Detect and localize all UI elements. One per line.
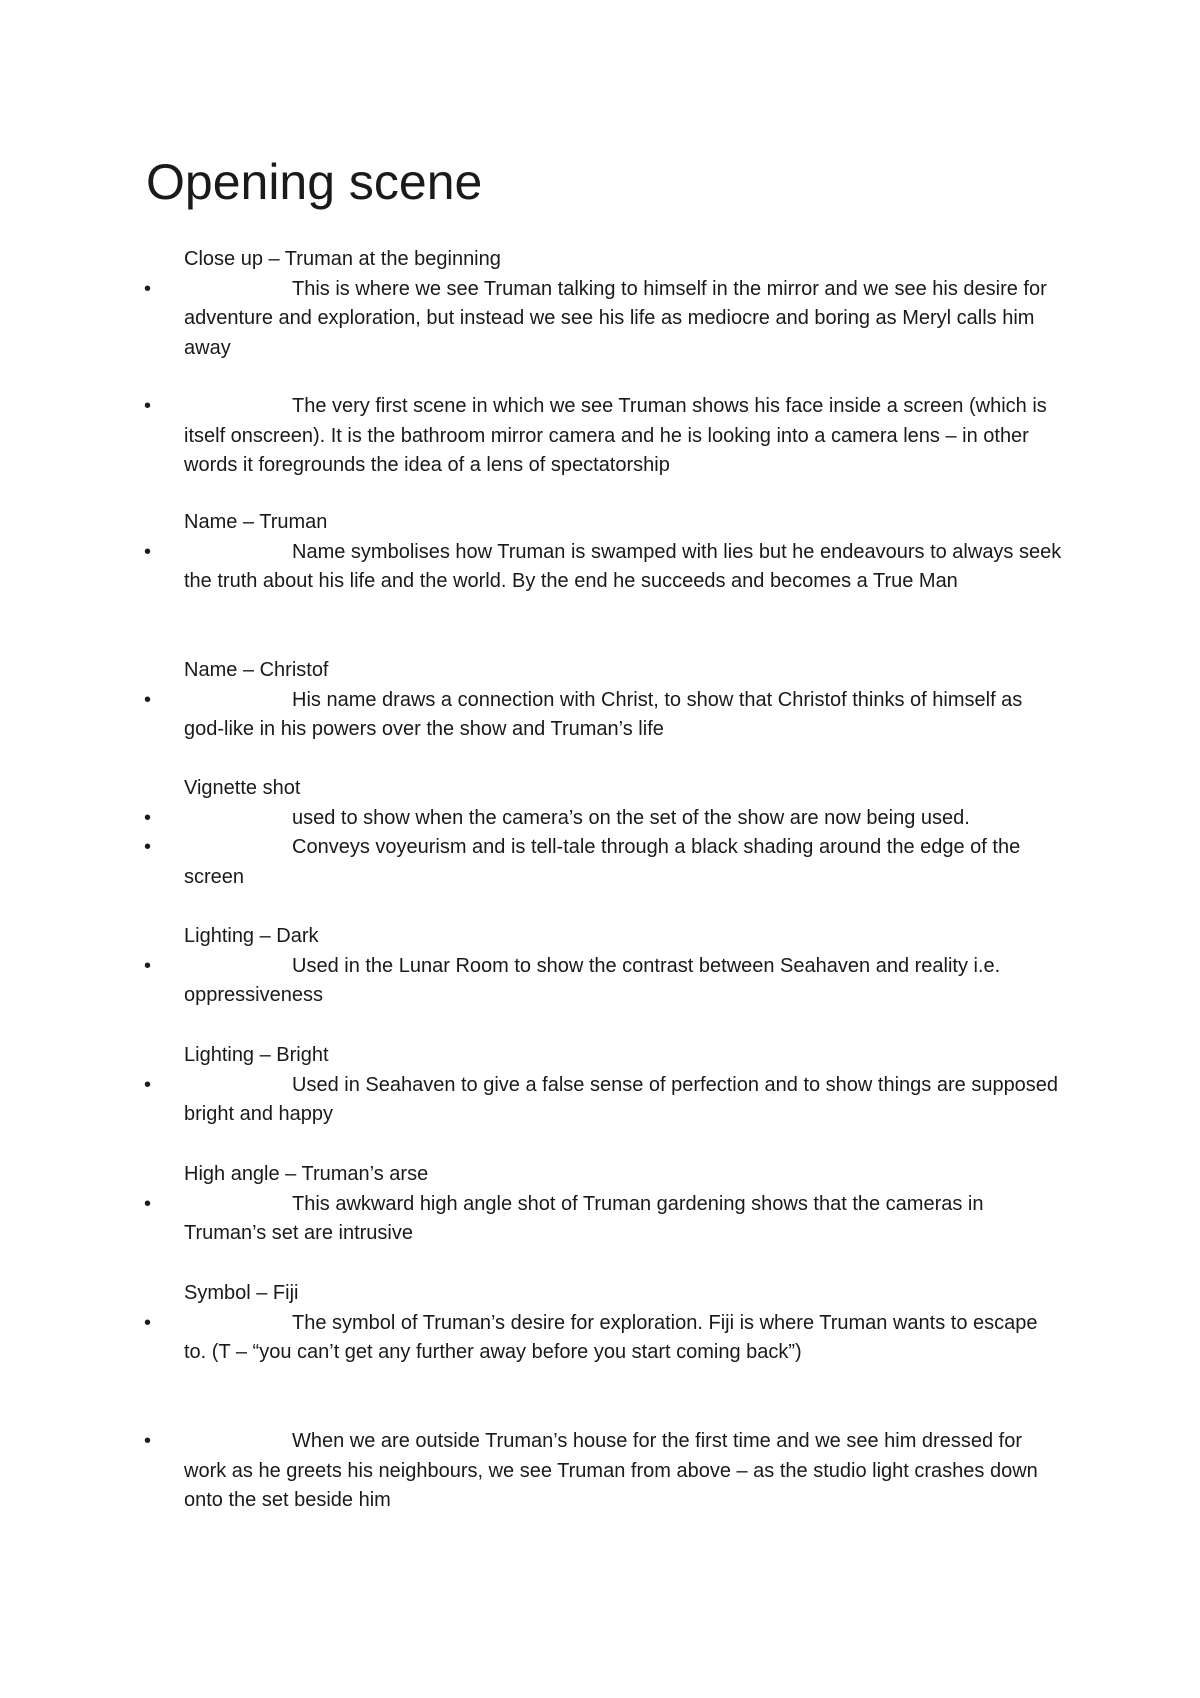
list-item	[144, 1309, 1064, 1368]
section-heading: Name – Christof	[184, 659, 329, 681]
bullet-icon: •	[144, 1192, 152, 1215]
section-heading: Close up – Truman at the beginning	[184, 248, 501, 270]
list-item	[144, 686, 1064, 745]
bullet-icon: •	[144, 277, 152, 300]
section-name-christof	[144, 656, 1064, 745]
section-outside-house	[144, 1427, 1064, 1516]
section-vignette-shot	[144, 774, 1064, 892]
section-heading: Name – Truman	[184, 511, 328, 533]
list-item	[144, 804, 1064, 834]
bullet-icon: •	[144, 540, 152, 563]
bullet-icon: •	[144, 1430, 152, 1452]
section-first-scene	[144, 392, 1064, 481]
list-item-text: Used in the Lunar Room to show the contrast between Seahaven and reality i.e. oppressiveness	[184, 954, 1001, 1006]
bullet-icon: •	[144, 1073, 152, 1096]
bullet-icon: •	[144, 954, 152, 977]
bullet-icon: •	[144, 836, 152, 858]
section-high-angle	[144, 1160, 1064, 1249]
list-item-text: When we are outside Truman’s house for the first time and we see him dressed for work as he greets his neighbours, we see Truman from above – as the studio light crashes down onto the set beside him	[184, 1430, 1038, 1511]
list-item-text: His name draws a connection with Christ, to show that Christof thinks of himself as god-like in his powers over the show and Truman’s life	[184, 688, 1023, 740]
list-item	[144, 538, 1064, 597]
list-item-text: The very first scene in which we see Truman shows his face inside a screen (which is itself onscreen). It is the bathroom mirror camera and he is looking into a camera lens – in other words it foregrounds the idea of a lens of spectatorship	[184, 395, 1047, 476]
list-item-text: This is where we see Truman talking to himself in the mirror and we see his desire for adventure and exploration, but instead we see his life as mediocre and boring as Meryl calls him away	[184, 277, 1047, 359]
list-item	[144, 1427, 1064, 1516]
list-item	[144, 1190, 1064, 1249]
section-heading: Lighting – Bright	[184, 1044, 329, 1066]
list-item-text: used to show when the camera’s on the set of the show are now being used.	[292, 806, 970, 829]
list-item-text: Conveys voyeurism and is tell-tale through a black shading around the edge of the screen	[184, 836, 1021, 888]
list-item-text: Name symbolises how Truman is swamped with lies but he endeavours to always seek the truth about his life and the world. By the end he succeeds and becomes a True Man	[184, 540, 1062, 592]
list-item	[144, 275, 1064, 364]
section-close-up	[144, 245, 1064, 363]
section-heading: Vignette shot	[184, 777, 301, 799]
list-item	[144, 392, 1064, 481]
section-heading: High angle – Truman’s arse	[184, 1163, 429, 1185]
list-item-text: Used in Seahaven to give a false sense of perfection and to show things are supposed bright and happy	[184, 1073, 1059, 1125]
bullet-icon: •	[144, 1311, 152, 1334]
bullet-icon: •	[144, 395, 152, 417]
section-symbol-fiji	[144, 1279, 1064, 1368]
list-item	[144, 833, 1064, 892]
section-lighting-dark	[144, 922, 1064, 1011]
list-item	[144, 1071, 1064, 1130]
list-item	[144, 952, 1064, 1011]
section-name-truman	[144, 508, 1064, 597]
section-heading: Symbol – Fiji	[184, 1282, 299, 1304]
bullet-icon: •	[144, 688, 152, 711]
list-item-text: The symbol of Truman’s desire for exploration. Fiji is where Truman wants to escape to. (T – “you can’t get any further away before you start coming back”)	[184, 1311, 1038, 1363]
section-heading: Lighting – Dark	[184, 925, 319, 947]
list-item-text: This awkward high angle shot of Truman gardening shows that the cameras in Truman’s set are intrusive	[184, 1192, 984, 1244]
section-lighting-bright	[144, 1041, 1064, 1130]
page-title: Opening scene	[146, 154, 483, 210]
bullet-icon: •	[144, 806, 152, 829]
